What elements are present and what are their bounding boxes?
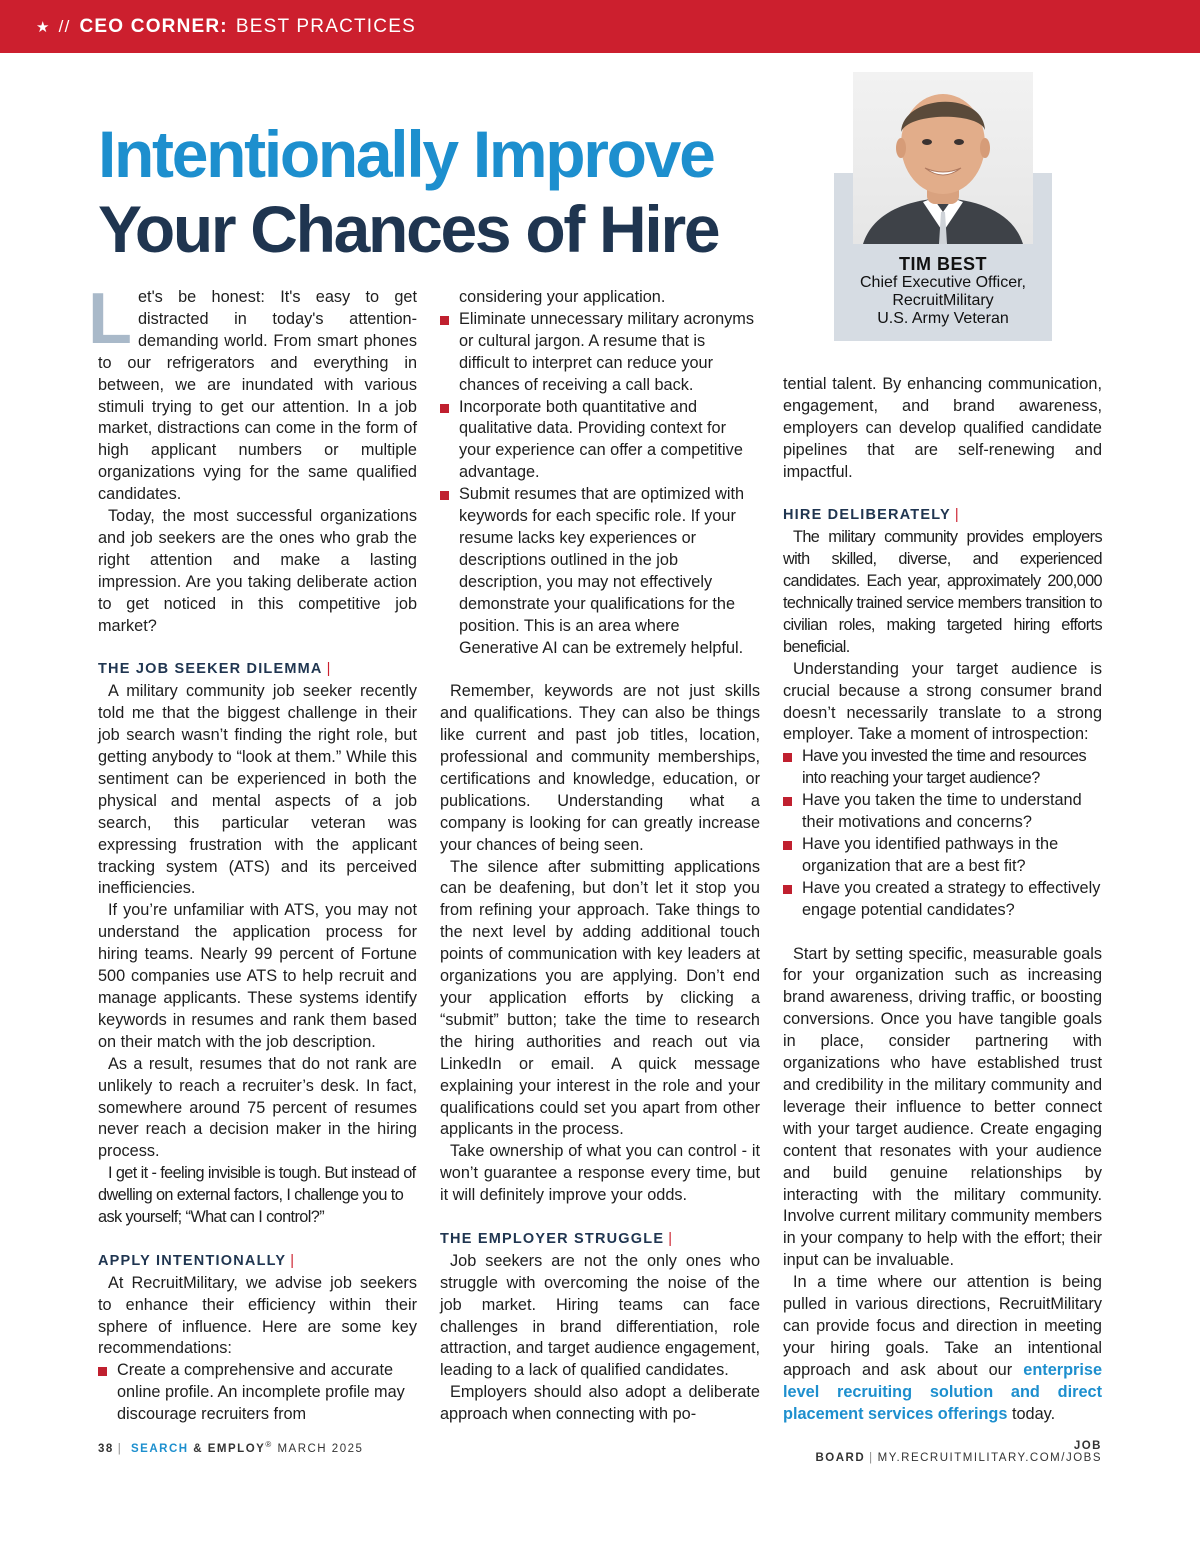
headline-line-1: Intentionally Improve <box>98 117 714 191</box>
article-column-1 <box>88 279 417 1426</box>
paragraph: I get it - feeling invisible is tough. But instead of dwelling on external factors, I challenge you to ask yourself; “What can I control?” <box>98 1164 416 1227</box>
paragraph: Job seekers are not the only ones who struggle with overcoming the noise of the job market. Hiring teams can face challenges in brand differentiation, role attraction, and target audience engagement, leading to a lack of qualified candidates. <box>440 1251 760 1380</box>
page-number: 38 <box>98 1442 114 1455</box>
portrait-image <box>853 72 1033 244</box>
author-name: TIM BEST <box>899 254 987 274</box>
intro-paragraph <box>88 279 417 506</box>
recommendation-list <box>440 309 760 660</box>
list-item: Submit resumes that are optimized with keywords for each specific role. If your resume lacks key experiences or descriptions outlined in the job description, you may not effectively demonstrate your qualifications for the position. This is an area where Generative AI can be extremely helpful. <box>440 484 760 659</box>
section-banner <box>0 0 1200 53</box>
footer-right <box>795 1440 1102 1464</box>
section-heading <box>98 1251 417 1273</box>
banner-subsection: BEST PRACTICES <box>235 15 416 37</box>
magazine-name-1: SEARCH <box>131 1442 189 1455</box>
closing-text: In a time where our attention is being pulled in various directions, RecruitMilitary can provide focus and direction in meeting your hiring goals. Take an intentional approach and ask about our <box>783 1273 1102 1379</box>
paragraph: A military community job seeker recently told me that the biggest challenge in their job search wasn’t finding the right role, but getting anybody to “look at them.” While this sentiment can be experienced in both the physical and mental aspects of a job search, this particular veteran was expressing frustration with the applicant tracking system (ATS) and its perceived inefficiencies. <box>98 682 417 898</box>
list-item: Have you taken the time to understand their motivations and concerns? <box>783 790 1102 834</box>
heading-bar: | <box>668 1230 674 1247</box>
introspection-list <box>783 746 1102 921</box>
list-item: Have you invested the time and resources into reaching your target audience? <box>783 746 1102 790</box>
paragraph: The silence after submitting applications can be deafening, but don’t let it stop you from refining your approach. Take things to the next level by adding additional touch points of communication with key leaders at organizations you are applying. Don’t end your application efforts by clicking a “submit” button; take the time to research the hiring authorities and reach out via LinkedIn or email. A quick message explaining your interest in the role and your qualifications could set you apart from other applicants in the process. <box>440 857 760 1139</box>
list-item: Create a comprehensive and accurate online profile. An incomplete profile may discourage recruiters from <box>98 1360 417 1426</box>
author-portrait <box>853 72 1033 244</box>
closing-paragraph <box>783 1272 1102 1425</box>
list-item: Eliminate unnecessary military acronyms or cultural jargon. A resume that is difficult to interpret can reduce your chances of receiving a call back. <box>440 309 760 397</box>
paragraph: As a result, resumes that do not rank are unlikely to reach a recruiter’s desk. In fact, somewhere around 75 percent of resumes never reach a decision maker in the hiring process. <box>98 1054 417 1161</box>
heading-bar: | <box>954 507 960 524</box>
paragraph: Understanding your target audience is crucial because a strong consumer brand doesn’t necessarily translate to a strong employer. Take a moment of introspection: <box>783 659 1102 744</box>
banner-section: CEO CORNER: <box>79 15 228 37</box>
heading-text: THE EMPLOYER STRUGGLE <box>440 1230 665 1247</box>
article-column-3 <box>783 374 1102 1425</box>
list-item: Incorporate both quantitative and qualitative data. Providing context for your experience can offer a competitive advantage. <box>440 397 760 485</box>
section-heading <box>98 659 417 681</box>
heading-bar: | <box>326 661 332 678</box>
services-link[interactable]: enterprise level recruiting solution and direct placement services offerings <box>783 1360 1102 1423</box>
drop-cap: L <box>88 279 132 359</box>
author-service: U.S. Army Veteran <box>877 310 1009 327</box>
paragraph: At RecruitMilitary, we advise job seekers to enhance their efficiency within their sphere of influence. Here are some key recommendations: <box>98 1273 417 1358</box>
paragraph: Employers should also adopt a deliberate approach when connecting with po- <box>440 1383 760 1424</box>
banner-slashes: // <box>58 16 71 36</box>
issue-date: MARCH 2025 <box>277 1442 364 1455</box>
author-company: RecruitMilitary <box>892 292 994 309</box>
section-heading <box>783 505 1102 527</box>
paragraph: The military community provides employers with skilled, diverse, and experienced candidates. Each year, approximately 200,000 technically trained service members transition to civilian roles, making targeted hiring efforts beneficial. <box>783 528 1102 656</box>
paragraph: Start by setting specific, measurable goals for your organization such as increasing brand awareness, driving traffic, or boosting conversions. Once you have tangible goals in place, consider partnering with organizations who have established trust and credibility in the military community and leverage their influence to better connect with your target audience. Create engaging content that resonates with your audience and build genuine relationships by interacting with the military community. Involve current military community members in your company to help with the effort; their input can be invaluable. <box>783 944 1102 1270</box>
headline-line-2: Your Chances of Hire <box>98 192 719 266</box>
paragraph: Today, the most successful organizations and job seekers are the ones who grab the right attention and make a lasting impression. Are you taking deliberate action to get noticed in this competitive job market? <box>98 507 417 635</box>
closing-text-end: today. <box>1007 1404 1056 1423</box>
heading-text: HIRE DELIBERATELY <box>783 507 951 524</box>
job-board-url[interactable]: MY.RECRUITMILITARY.COM/JOBS <box>877 1452 1102 1464</box>
section-heading <box>440 1229 760 1251</box>
magazine-name-2: & EMPLOY <box>193 1442 266 1455</box>
job-board-label: JOB BOARD <box>815 1440 1102 1464</box>
heading-text: APPLY INTENTIONALLY <box>98 1252 287 1269</box>
paragraph-continuation: tential talent. By enhancing communication, engagement, and brand awareness, employers can develop qualified candidate pipelines that are self-renewing and impactful. <box>783 375 1102 481</box>
list-item: Have you created a strategy to effectively engage potential candidates? <box>783 878 1102 922</box>
heading-bar: | <box>290 1252 296 1269</box>
registered-mark: ® <box>265 1440 273 1449</box>
paragraph: If you’re unfamiliar with ATS, you may not understand the application process for hiring teams. Nearly 99 percent of Fortune 500 companies use ATS to help recruit and manage applicants. These systems identify keywords in resumes and rank them based on their match with the job description. <box>98 901 417 1051</box>
recommendation-list <box>98 1360 417 1426</box>
star-icon: ★ <box>36 18 51 36</box>
footer-left <box>98 1440 363 1455</box>
article-column-2 <box>440 287 760 1426</box>
intro-text: et's be honest: It's easy to get distracted in today's attention-demanding world. From smart phones to our refrigerators and everything in between, we are inundated with various stimuli trying to get our attention. In a job market, distractions can come in the form of high applicant numbers or multiple organizations vying for the same qualified candidates. <box>98 288 417 504</box>
author-role: Chief Executive Officer, <box>860 274 1026 291</box>
footer-separator: | <box>869 1452 874 1464</box>
paragraph: Remember, keywords are not just skills and qualifications. They can also be things like current and past job titles, location, professional and community memberships, certifications and knowledge, education, or publications. Understanding what a company is looking for can greatly increase your chances of being seen. <box>440 682 760 854</box>
paragraph: Take ownership of what you can control - it won’t guarantee a response every time, but it will definitely improve your odds. <box>440 1142 760 1205</box>
list-item-continuation: considering your application. <box>459 288 666 306</box>
heading-text: THE JOB SEEKER DILEMMA <box>98 661 323 678</box>
author-bio <box>834 254 1052 328</box>
list-item: Have you identified pathways in the organization that are a best fit? <box>783 834 1102 878</box>
footer-separator: | <box>117 1442 123 1455</box>
